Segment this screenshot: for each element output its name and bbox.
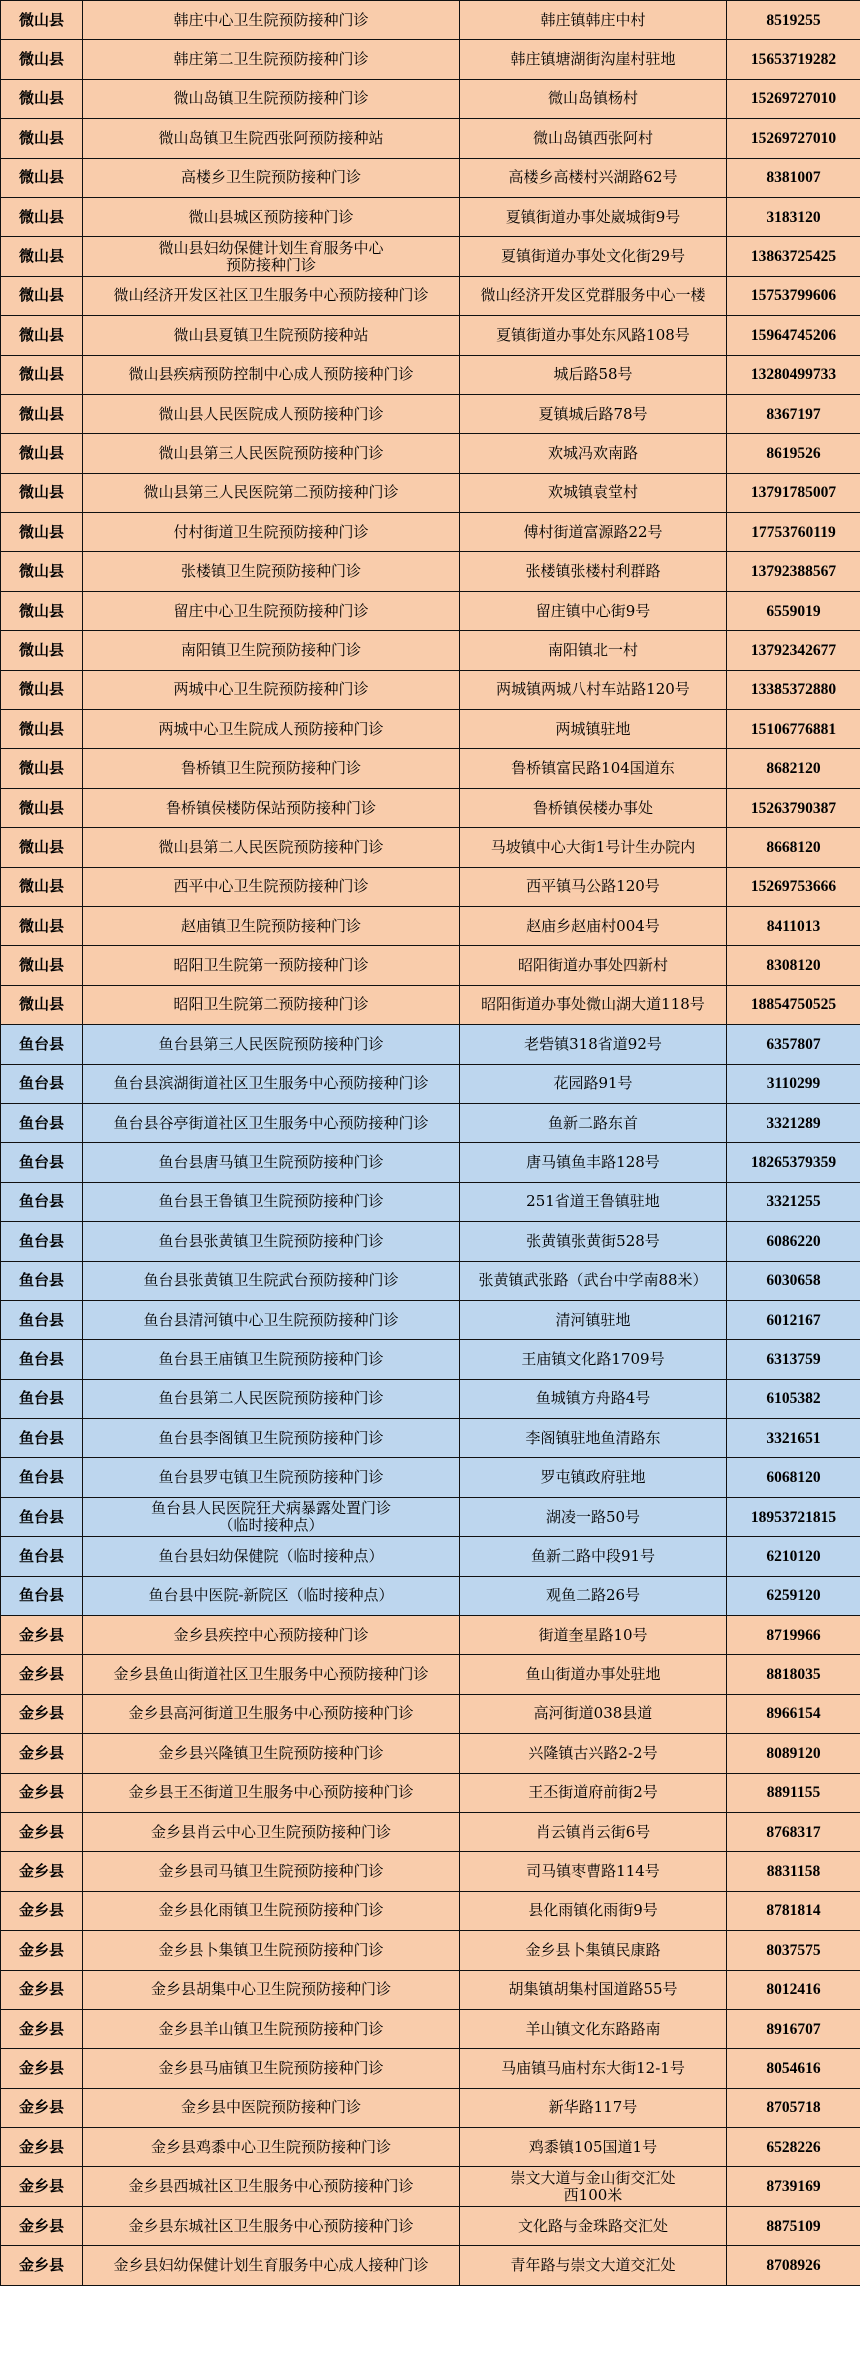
phone-cell: 13791785007	[727, 473, 860, 512]
clinic-name-cell: 鱼台县李阁镇卫生院预防接种门诊	[83, 1419, 460, 1458]
county-cell: 微山县	[1, 513, 83, 552]
phone-cell: 8682120	[727, 749, 860, 788]
address-cell: 文化路与金珠路交汇处	[460, 2206, 727, 2245]
table-row	[1, 1576, 860, 1615]
phone-cell: 8519255	[727, 1, 860, 40]
address-cell: 鲁桥镇侯楼办事处	[460, 788, 727, 827]
county-cell: 金乡县	[1, 1773, 83, 1812]
table-row	[1, 1340, 860, 1379]
address-cell: 南阳镇北一村	[460, 631, 727, 670]
table-row	[1, 1616, 860, 1655]
county-cell: 鱼台县	[1, 1222, 83, 1261]
county-cell: 金乡县	[1, 1616, 83, 1655]
county-cell: 微山县	[1, 1, 83, 40]
table-row	[1, 670, 860, 709]
county-cell: 微山县	[1, 119, 83, 158]
table-row	[1, 1537, 860, 1576]
phone-cell: 6528226	[727, 2128, 860, 2167]
county-cell: 金乡县	[1, 1852, 83, 1891]
address-cell: 251省道王鲁镇驻地	[460, 1182, 727, 1221]
address-cell: 鱼城镇方舟路4号	[460, 1379, 727, 1418]
county-cell: 金乡县	[1, 2246, 83, 2285]
table-row	[1, 2088, 860, 2127]
phone-cell: 6259120	[727, 1576, 860, 1615]
phone-cell: 13863725425	[727, 237, 860, 276]
clinic-name-cell: 鱼台县王鲁镇卫生院预防接种门诊	[83, 1182, 460, 1221]
table-row	[1, 2206, 860, 2245]
phone-cell: 6559019	[727, 591, 860, 630]
table-row	[1, 434, 860, 473]
county-cell: 微山县	[1, 158, 83, 197]
clinic-name-cell: 金乡县羊山镇卫生院预防接种门诊	[83, 2009, 460, 2048]
clinic-name-cell: 鲁桥镇侯楼防保站预防接种门诊	[83, 788, 460, 827]
address-cell: 鱼新二路东首	[460, 1103, 727, 1142]
clinic-name-cell: 张楼镇卫生院预防接种门诊	[83, 552, 460, 591]
address-cell: 欢城冯欢南路	[460, 434, 727, 473]
clinic-name-cell: 金乡县卜集镇卫生院预防接种门诊	[83, 1931, 460, 1970]
clinic-name-cell: 金乡县中医院预防接种门诊	[83, 2088, 460, 2127]
phone-cell: 8308120	[727, 946, 860, 985]
county-cell: 金乡县	[1, 1891, 83, 1930]
address-cell: 城后路58号	[460, 355, 727, 394]
clinic-name-cell: 金乡县兴隆镇卫生院预防接种门诊	[83, 1734, 460, 1773]
phone-cell: 17753760119	[727, 513, 860, 552]
clinic-name-cell: 金乡县鸡黍中心卫生院预防接种门诊	[83, 2128, 460, 2167]
address-cell: 张楼镇张楼村利群路	[460, 552, 727, 591]
address-cell: 微山经济开发区党群服务中心一楼	[460, 276, 727, 315]
table-row	[1, 1931, 860, 1970]
phone-cell: 15269727010	[727, 119, 860, 158]
table-row	[1, 1734, 860, 1773]
address-cell: 老砦镇318省道92号	[460, 1025, 727, 1064]
clinic-name-cell: 微山县夏镇卫生院预防接种站	[83, 316, 460, 355]
table-body	[1, 1, 860, 2286]
address-cell: 鲁桥镇富民路104国道东	[460, 749, 727, 788]
clinic-name-cell: 鱼台县妇幼保健院（临时接种点）	[83, 1537, 460, 1576]
county-cell: 金乡县	[1, 2088, 83, 2127]
table-row	[1, 1143, 860, 1182]
table-row	[1, 1852, 860, 1891]
address-cell: 清河镇驻地	[460, 1300, 727, 1339]
clinic-name-cell: 金乡县西城社区卫生服务中心预防接种门诊	[83, 2167, 460, 2206]
address-cell: 唐马镇鱼丰路128号	[460, 1143, 727, 1182]
clinic-name-cell: 南阳镇卫生院预防接种门诊	[83, 631, 460, 670]
table-row	[1, 473, 860, 512]
clinic-name-cell: 金乡县肖云中心卫生院预防接种门诊	[83, 1812, 460, 1851]
address-cell: 昭阳街道办事处微山湖大道118号	[460, 985, 727, 1024]
address-cell: 湖凌一路50号	[460, 1497, 727, 1536]
clinic-name-cell: 鱼台县王庙镇卫生院预防接种门诊	[83, 1340, 460, 1379]
table-row	[1, 1103, 860, 1142]
address-cell: 夏镇街道办事处崴城街9号	[460, 197, 727, 236]
table-row	[1, 1497, 860, 1536]
phone-cell: 6105382	[727, 1379, 860, 1418]
county-cell: 微山县	[1, 40, 83, 79]
address-cell: 崇文大道与金山街交汇处 西100米	[460, 2167, 727, 2206]
address-cell: 韩庄镇塘湖街沟崖村驻地	[460, 40, 727, 79]
county-cell: 鱼台县	[1, 1025, 83, 1064]
address-cell: 西平镇马公路120号	[460, 867, 727, 906]
table-row	[1, 79, 860, 118]
address-cell: 夏镇城后路78号	[460, 394, 727, 433]
county-cell: 微山县	[1, 867, 83, 906]
clinic-name-cell: 金乡县王丕街道卫生服务中心预防接种门诊	[83, 1773, 460, 1812]
phone-cell: 8411013	[727, 906, 860, 945]
address-cell: 鸡黍镇105国道1号	[460, 2128, 727, 2167]
address-cell: 昭阳街道办事处四新村	[460, 946, 727, 985]
phone-cell: 15269753666	[727, 867, 860, 906]
phone-cell: 8875109	[727, 2206, 860, 2245]
phone-cell: 15269727010	[727, 79, 860, 118]
table-row	[1, 237, 860, 276]
county-cell: 鱼台县	[1, 1182, 83, 1221]
clinic-name-cell: 鱼台县唐马镇卫生院预防接种门诊	[83, 1143, 460, 1182]
clinic-name-cell: 微山县人民医院成人预防接种门诊	[83, 394, 460, 433]
address-cell: 两城镇两城八村车站路120号	[460, 670, 727, 709]
county-cell: 微山县	[1, 394, 83, 433]
table-row	[1, 1222, 860, 1261]
phone-cell: 3321255	[727, 1182, 860, 1221]
address-cell: 羊山镇文化东路路南	[460, 2009, 727, 2048]
clinic-name-cell: 高楼乡卫生院预防接种门诊	[83, 158, 460, 197]
table-row	[1, 1300, 860, 1339]
address-cell: 青年路与崇文大道交汇处	[460, 2246, 727, 2285]
county-cell: 微山县	[1, 316, 83, 355]
address-cell: 肖云镇肖云街6号	[460, 1812, 727, 1851]
county-cell: 鱼台县	[1, 1576, 83, 1615]
phone-cell: 8966154	[727, 1694, 860, 1733]
clinic-name-cell: 微山岛镇卫生院预防接种门诊	[83, 79, 460, 118]
clinic-name-cell: 昭阳卫生院第一预防接种门诊	[83, 946, 460, 985]
phone-cell: 8719966	[727, 1616, 860, 1655]
county-cell: 鱼台县	[1, 1458, 83, 1497]
phone-cell: 3183120	[727, 197, 860, 236]
clinic-name-cell: 赵庙镇卫生院预防接种门诊	[83, 906, 460, 945]
table-row	[1, 591, 860, 630]
county-cell: 微山县	[1, 79, 83, 118]
phone-cell: 8037575	[727, 1931, 860, 1970]
county-cell: 鱼台县	[1, 1379, 83, 1418]
county-cell: 微山县	[1, 197, 83, 236]
county-cell: 鱼台县	[1, 1419, 83, 1458]
address-cell: 高河街道038县道	[460, 1694, 727, 1733]
table-row	[1, 1419, 860, 1458]
table-row	[1, 1655, 860, 1694]
phone-cell: 3110299	[727, 1064, 860, 1103]
county-cell: 鱼台县	[1, 1340, 83, 1379]
table-row	[1, 867, 860, 906]
address-cell: 张黄镇武张路（武台中学南88米）	[460, 1261, 727, 1300]
phone-cell: 8768317	[727, 1812, 860, 1851]
phone-cell: 6012167	[727, 1300, 860, 1339]
table-row	[1, 1064, 860, 1103]
table-row	[1, 2049, 860, 2088]
phone-cell: 8089120	[727, 1734, 860, 1773]
address-cell: 新华路117号	[460, 2088, 727, 2127]
county-cell: 金乡县	[1, 2049, 83, 2088]
county-cell: 金乡县	[1, 2009, 83, 2048]
table-row	[1, 552, 860, 591]
address-cell: 留庄镇中心街9号	[460, 591, 727, 630]
table-row	[1, 631, 860, 670]
clinic-name-cell: 微山县第三人民医院预防接种门诊	[83, 434, 460, 473]
clinic-name-cell: 金乡县妇幼保健计划生育服务中心成人接种门诊	[83, 2246, 460, 2285]
county-cell: 微山县	[1, 276, 83, 315]
phone-cell: 13280499733	[727, 355, 860, 394]
clinic-name-cell: 留庄中心卫生院预防接种门诊	[83, 591, 460, 630]
table-row	[1, 1694, 860, 1733]
phone-cell: 8054616	[727, 2049, 860, 2088]
phone-cell: 15263790387	[727, 788, 860, 827]
county-cell: 鱼台县	[1, 1497, 83, 1536]
county-cell: 微山县	[1, 749, 83, 788]
clinic-name-cell: 韩庄第二卫生院预防接种门诊	[83, 40, 460, 79]
county-cell: 微山县	[1, 828, 83, 867]
clinic-name-cell: 西平中心卫生院预防接种门诊	[83, 867, 460, 906]
table-row	[1, 828, 860, 867]
county-cell: 鱼台县	[1, 1300, 83, 1339]
county-cell: 金乡县	[1, 2206, 83, 2245]
phone-cell: 8668120	[727, 828, 860, 867]
address-cell: 微山岛镇杨村	[460, 79, 727, 118]
phone-cell: 18953721815	[727, 1497, 860, 1536]
table-row	[1, 1261, 860, 1300]
clinic-name-cell: 金乡县胡集中心卫生院预防接种门诊	[83, 1970, 460, 2009]
county-cell: 金乡县	[1, 1655, 83, 1694]
county-cell: 微山县	[1, 355, 83, 394]
table-row	[1, 1812, 860, 1851]
address-cell: 王丕街道府前街2号	[460, 1773, 727, 1812]
county-cell: 微山县	[1, 631, 83, 670]
phone-cell: 6357807	[727, 1025, 860, 1064]
address-cell: 兴隆镇古兴路2-2号	[460, 1734, 727, 1773]
phone-cell: 15653719282	[727, 40, 860, 79]
phone-cell: 18854750525	[727, 985, 860, 1024]
clinic-name-cell: 付村街道卫生院预防接种门诊	[83, 513, 460, 552]
clinic-name-cell: 鱼台县滨湖街道社区卫生服务中心预防接种门诊	[83, 1064, 460, 1103]
phone-cell: 8381007	[727, 158, 860, 197]
table-row	[1, 1970, 860, 2009]
table-row	[1, 1379, 860, 1418]
address-cell: 鱼山街道办事处驻地	[460, 1655, 727, 1694]
address-cell: 金乡县卜集镇民康路	[460, 1931, 727, 1970]
table-row	[1, 1182, 860, 1221]
address-cell: 高楼乡高楼村兴湖路62号	[460, 158, 727, 197]
county-cell: 微山县	[1, 591, 83, 630]
clinic-name-cell: 两城中心卫生院成人预防接种门诊	[83, 710, 460, 749]
table-row	[1, 749, 860, 788]
county-cell: 金乡县	[1, 1931, 83, 1970]
table-row	[1, 513, 860, 552]
phone-cell: 6086220	[727, 1222, 860, 1261]
county-cell: 微山县	[1, 670, 83, 709]
phone-cell: 6030658	[727, 1261, 860, 1300]
phone-cell: 8831158	[727, 1852, 860, 1891]
table-row	[1, 158, 860, 197]
address-cell: 张黄镇张黄街528号	[460, 1222, 727, 1261]
address-cell: 王庙镇文化路1709号	[460, 1340, 727, 1379]
clinic-name-cell: 鱼台县谷亭街道社区卫生服务中心预防接种门诊	[83, 1103, 460, 1142]
address-cell: 街道奎星路10号	[460, 1616, 727, 1655]
county-cell: 微山县	[1, 237, 83, 276]
phone-cell: 8367197	[727, 394, 860, 433]
clinic-name-cell: 微山县疾病预防控制中心成人预防接种门诊	[83, 355, 460, 394]
address-cell: 马庙镇马庙村东大街12-1号	[460, 2049, 727, 2088]
clinic-name-cell: 微山经济开发区社区卫生服务中心预防接种门诊	[83, 276, 460, 315]
phone-cell: 18265379359	[727, 1143, 860, 1182]
table-row	[1, 1891, 860, 1930]
address-cell: 县化雨镇化雨街9号	[460, 1891, 727, 1930]
county-cell: 微山县	[1, 906, 83, 945]
phone-cell: 8818035	[727, 1655, 860, 1694]
address-cell: 欢城镇袁堂村	[460, 473, 727, 512]
phone-cell: 8012416	[727, 1970, 860, 2009]
clinic-name-cell: 两城中心卫生院预防接种门诊	[83, 670, 460, 709]
table-row	[1, 906, 860, 945]
clinic-name-cell: 鱼台县中医院-新院区（临时接种点）	[83, 1576, 460, 1615]
phone-cell: 6068120	[727, 1458, 860, 1497]
county-cell: 金乡县	[1, 1812, 83, 1851]
clinic-name-cell: 韩庄中心卫生院预防接种门诊	[83, 1, 460, 40]
address-cell: 夏镇街道办事处东风路108号	[460, 316, 727, 355]
clinic-name-cell: 金乡县高河街道卫生服务中心预防接种门诊	[83, 1694, 460, 1733]
phone-cell: 8708926	[727, 2246, 860, 2285]
address-cell: 马坡镇中心大街1号计生办院内	[460, 828, 727, 867]
clinic-name-cell: 金乡县东城社区卫生服务中心预防接种门诊	[83, 2206, 460, 2245]
table-row	[1, 2246, 860, 2285]
county-cell: 金乡县	[1, 1970, 83, 2009]
phone-cell: 8619526	[727, 434, 860, 473]
phone-cell: 8705718	[727, 2088, 860, 2127]
clinic-name-cell: 鱼台县张黄镇卫生院预防接种门诊	[83, 1222, 460, 1261]
clinic-name-cell: 微山县妇幼保健计划生育服务中心 预防接种门诊	[83, 237, 460, 276]
county-cell: 鱼台县	[1, 1103, 83, 1142]
county-cell: 鱼台县	[1, 1261, 83, 1300]
table-row	[1, 40, 860, 79]
phone-cell: 15753799606	[727, 276, 860, 315]
table-row	[1, 788, 860, 827]
address-cell: 司马镇枣曹路114号	[460, 1852, 727, 1891]
table-row	[1, 316, 860, 355]
clinic-name-cell: 鱼台县人民医院狂犬病暴露处置门诊 （临时接种点）	[83, 1497, 460, 1536]
phone-cell: 6210120	[727, 1537, 860, 1576]
clinic-name-cell: 昭阳卫生院第二预防接种门诊	[83, 985, 460, 1024]
clinic-name-cell: 金乡县疾控中心预防接种门诊	[83, 1616, 460, 1655]
address-cell: 李阁镇驻地鱼清路东	[460, 1419, 727, 1458]
county-cell: 鱼台县	[1, 1143, 83, 1182]
table-row	[1, 119, 860, 158]
clinic-name-cell: 金乡县鱼山街道社区卫生服务中心预防接种门诊	[83, 1655, 460, 1694]
table-row	[1, 2009, 860, 2048]
county-cell: 金乡县	[1, 1734, 83, 1773]
county-cell: 金乡县	[1, 2167, 83, 2206]
county-cell: 微山县	[1, 985, 83, 1024]
phone-cell: 3321289	[727, 1103, 860, 1142]
table-row	[1, 1773, 860, 1812]
phone-cell: 15964745206	[727, 316, 860, 355]
table-row	[1, 355, 860, 394]
address-cell: 花园路91号	[460, 1064, 727, 1103]
county-cell: 微山县	[1, 710, 83, 749]
phone-cell: 8891155	[727, 1773, 860, 1812]
phone-cell: 13385372880	[727, 670, 860, 709]
table-row	[1, 276, 860, 315]
clinic-name-cell: 微山县第三人民医院第二预防接种门诊	[83, 473, 460, 512]
clinic-name-cell: 微山县城区预防接种门诊	[83, 197, 460, 236]
county-cell: 微山县	[1, 473, 83, 512]
county-cell: 鱼台县	[1, 1064, 83, 1103]
address-cell: 胡集镇胡集村国道路55号	[460, 1970, 727, 2009]
table-row	[1, 1, 860, 40]
county-cell: 微山县	[1, 434, 83, 473]
phone-cell: 6313759	[727, 1340, 860, 1379]
clinic-name-cell: 微山岛镇卫生院西张阿预防接种站	[83, 119, 460, 158]
address-cell: 傅村街道富源路22号	[460, 513, 727, 552]
clinic-name-cell: 金乡县司马镇卫生院预防接种门诊	[83, 1852, 460, 1891]
table-row	[1, 946, 860, 985]
county-cell: 金乡县	[1, 1694, 83, 1733]
phone-cell: 8916707	[727, 2009, 860, 2048]
phone-cell: 8781814	[727, 1891, 860, 1930]
table-row	[1, 2167, 860, 2206]
phone-cell: 13792388567	[727, 552, 860, 591]
phone-cell: 8739169	[727, 2167, 860, 2206]
table-row	[1, 394, 860, 433]
clinic-name-cell: 鱼台县罗屯镇卫生院预防接种门诊	[83, 1458, 460, 1497]
county-cell: 鱼台县	[1, 1537, 83, 1576]
table-row	[1, 710, 860, 749]
clinic-name-cell: 鱼台县张黄镇卫生院武台预防接种门诊	[83, 1261, 460, 1300]
clinic-name-cell: 金乡县马庙镇卫生院预防接种门诊	[83, 2049, 460, 2088]
table-row	[1, 2128, 860, 2167]
county-cell: 微山县	[1, 788, 83, 827]
clinic-name-cell: 鱼台县清河镇中心卫生院预防接种门诊	[83, 1300, 460, 1339]
phone-cell: 13792342677	[727, 631, 860, 670]
clinic-name-cell: 鲁桥镇卫生院预防接种门诊	[83, 749, 460, 788]
table-row	[1, 1458, 860, 1497]
table-row	[1, 985, 860, 1024]
clinic-name-cell: 鱼台县第二人民医院预防接种门诊	[83, 1379, 460, 1418]
phone-cell: 3321651	[727, 1419, 860, 1458]
address-cell: 夏镇街道办事处文化街29号	[460, 237, 727, 276]
address-cell: 观鱼二路26号	[460, 1576, 727, 1615]
address-cell: 两城镇驻地	[460, 710, 727, 749]
phone-cell: 15106776881	[727, 710, 860, 749]
address-cell: 韩庄镇韩庄中村	[460, 1, 727, 40]
address-cell: 鱼新二路中段91号	[460, 1537, 727, 1576]
county-cell: 金乡县	[1, 2128, 83, 2167]
table-row	[1, 1025, 860, 1064]
county-cell: 微山县	[1, 552, 83, 591]
clinic-name-cell: 金乡县化雨镇卫生院预防接种门诊	[83, 1891, 460, 1930]
table-row	[1, 197, 860, 236]
clinic-name-cell: 微山县第二人民医院预防接种门诊	[83, 828, 460, 867]
county-cell: 微山县	[1, 946, 83, 985]
clinic-name-cell: 鱼台县第三人民医院预防接种门诊	[83, 1025, 460, 1064]
address-cell: 赵庙乡赵庙村004号	[460, 906, 727, 945]
address-cell: 微山岛镇西张阿村	[460, 119, 727, 158]
address-cell: 罗屯镇政府驻地	[460, 1458, 727, 1497]
